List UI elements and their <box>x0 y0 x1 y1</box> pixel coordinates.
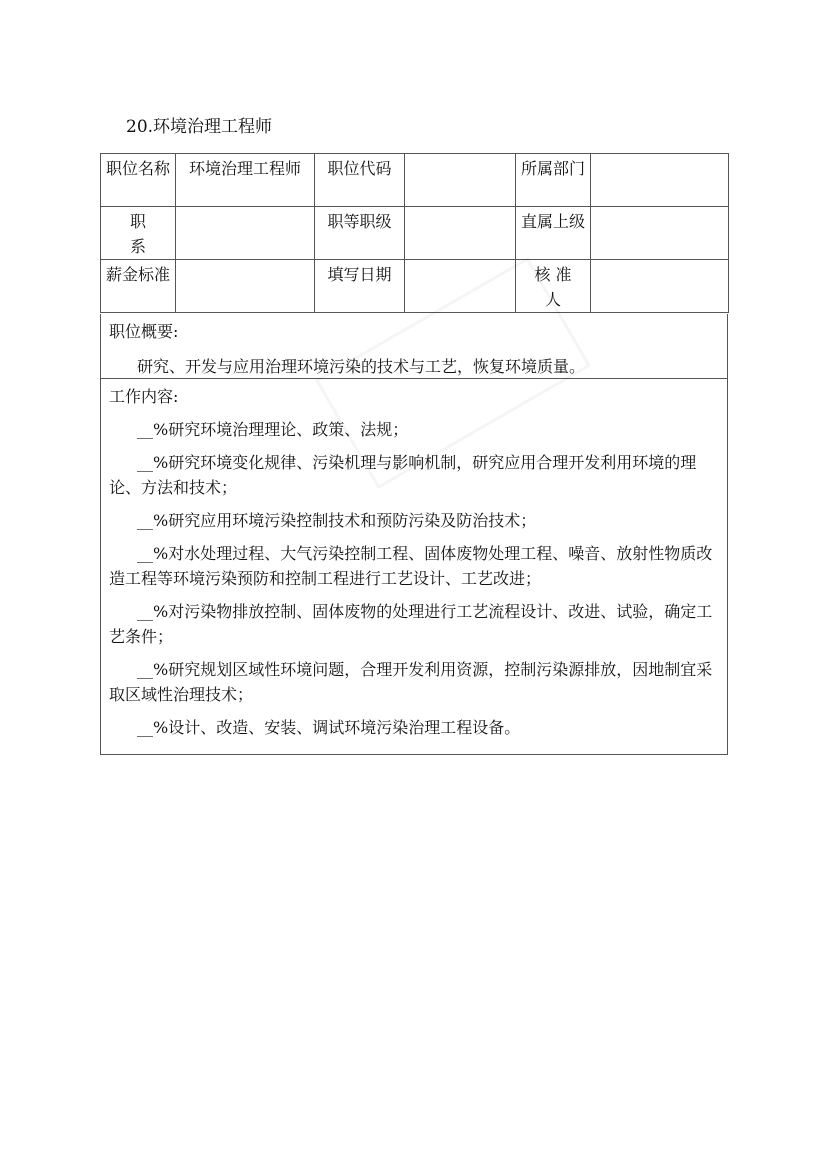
value-job-title: 环境治理工程师 <box>176 154 315 207</box>
duties-label: 工作内容: <box>109 387 179 406</box>
duty-item: __%对污染物排放控制、固体废物的处理进行工艺流程设计、改进、试验，确定工艺条件； <box>109 602 713 646</box>
value-job-grade <box>405 207 516 260</box>
duty-item: __%研究环境变化规律、污染机理与影响机制，研究应用合理开发利用环境的理论、方法和技术； <box>109 453 697 497</box>
section-heading: 20.环境治理工程师 <box>126 117 273 137</box>
label-supervisor: 直属上级 <box>516 207 591 260</box>
duty-item: __%研究环境治理理论、政策、法规； <box>137 420 409 439</box>
duty-item: __%研究规划区域性环境问题，合理开发利用资源，控制污染源排放，因地制宜采取区域性治理技术； <box>109 660 713 704</box>
duty-item: __%设计、改造、安装、调试环境污染治理工程设备。 <box>137 718 521 737</box>
table-row <box>101 154 729 207</box>
value-salary-standard <box>176 260 315 313</box>
summary-text: 研究、开发与应用治理环境污染的技术与工艺，恢复环境质量。 <box>137 357 586 376</box>
label-job-grade: 职等职级 <box>315 207 405 260</box>
table-row <box>101 207 729 260</box>
summary-label: 职位概要: <box>109 322 179 341</box>
label-approver: 核 准 人 <box>516 260 591 313</box>
label-job-family: 职 系 <box>101 207 176 260</box>
duty-item: __%对水处理过程、大气污染控制工程、固体废物处理工程、噪音、放射性物质改造工程等环境污染预防和控制工程进行工艺设计、工艺改进； <box>109 544 713 588</box>
value-approver <box>591 260 729 313</box>
value-supervisor <box>591 207 729 260</box>
label-fill-date: 填写日期 <box>315 260 405 313</box>
value-job-family <box>176 207 315 260</box>
table-row <box>101 260 729 313</box>
label-job-code: 职位代码 <box>315 154 405 207</box>
value-department <box>591 154 729 207</box>
job-info-table <box>100 153 729 313</box>
label-salary-standard: 薪金标准 <box>101 260 176 313</box>
label-job-title: 职位名称 <box>101 154 176 207</box>
duty-item: __%研究应用环境污染控制技术和预防污染及防治技术； <box>137 511 537 530</box>
label-department: 所属部门 <box>516 154 591 207</box>
value-job-code <box>405 154 516 207</box>
